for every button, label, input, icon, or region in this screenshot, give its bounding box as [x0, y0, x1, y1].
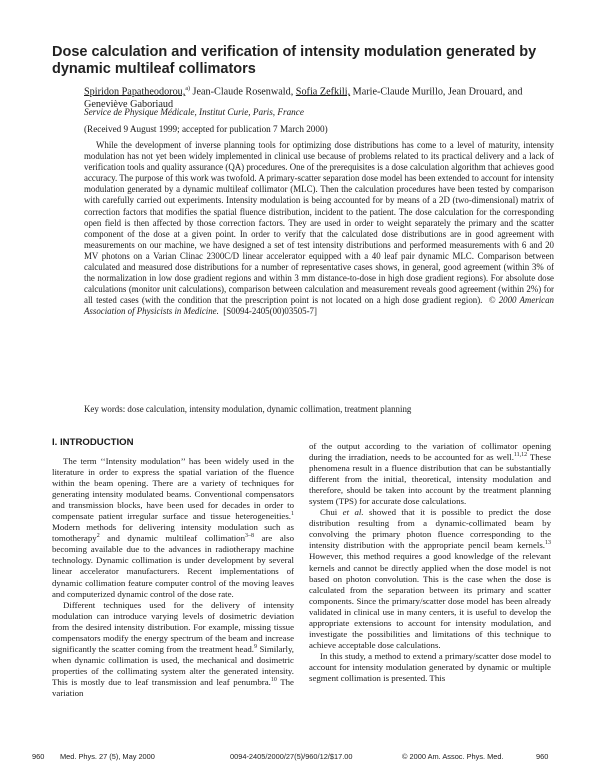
text-run: Different techniques used for the delivery of intensity modulation can introduce varying levels of dosimetric deviation from the desired intensity distribution. For example, missing tissue compensators modify the energy spectrum of the beam and increase significantly the scatter coming from the treatment head. — [52, 599, 294, 654]
citation-ref: 10 — [270, 677, 277, 683]
author-4: Marie-Claude Murillo, — [352, 86, 446, 98]
author-1[interactable]: Spiridon Papatheodorou, — [84, 86, 186, 98]
abstract-code: [S0094-2405(00)03505-7] — [223, 306, 317, 317]
section-heading: I. INTRODUCTION — [52, 437, 134, 448]
citation-ref: 2 — [96, 533, 100, 540]
text-run: are also becoming available due to the advances in radiotherapy machine technology. Dynamic collimation is under development by several linear accelerator manufacturers. Recent implementations of dynamic collimation feature computer control of the moving leaves and computerized dynamic control of the dose rate. — [52, 533, 294, 599]
text-run: showed that it is possible to predict the dose distribution resulting from a dynamic-collimated beam by convolving the primary photon fluence corresponding to the intensity distribution with the appropriate pencil beam kernels. — [309, 507, 551, 551]
footer-issn: 0094-2405/2000/27(5)/960/12/$17.00 — [230, 752, 353, 761]
author-3[interactable]: Sofia Zefkili, — [295, 86, 351, 98]
text-run: of the output according to the variation of collimator opening during the irradiation, needs to be accounted for as well. — [309, 441, 551, 463]
citation-ref: 3–8 — [245, 533, 255, 540]
author-1-footnote: a) — [185, 86, 190, 92]
right-column — [309, 441, 551, 684]
text-run: et al. — [342, 507, 364, 518]
intro-paragraph-3 — [309, 441, 551, 507]
text-run: Similarly, when dynamic collimation is used, the mechanical and dosimetric properties of the collimating system alter the generated intensity. This is mostly due to leaf transmission and leaf penumbra. — [52, 643, 295, 687]
abstract — [84, 140, 554, 318]
text-run: The variation — [52, 676, 294, 698]
paper-title: Dose calculation and verification of intensity modulation generated by dynamic multileaf collimators — [52, 44, 537, 77]
text-run: These phenomena result in a fluence distribution that can be substantially different from the initial, theoretical, intensity modulation and therefore, should be taken into account by the treatment planning system (TPS) for accurate dose calculations. — [309, 452, 551, 507]
abstract-copyright: © 2000 American Association of Physicists in Medicine. — [84, 295, 554, 317]
abstract-text: While the development of inverse planning tools for optimizing dose distributions has come to a level of maturity, intensity modulation has not yet been widely implemented in clinical use because of problems related to its practical delivery and a lack of verification tools and quality assurance (QA) procedures. One of the prerequisites is a dose calculation algorithm that achieves good accuracy. The purpose of this work was twofold. A primary-scatter separation dose model has been extended to account for intensity modulation generated by a dynamic multileaf collimator (MLC). Then the calculation procedures have been tested by comparison with carefully carried out experiments. Intensity modulation is being accounted for by means of a 2D (two-dimensional) matrix of correction factors that modifies the spatial fluence distribution, incident to the patient. The dose calculation for the corresponding open field is then affected by those correction factors. They are used in order to weight separately the primary and the scatter component of the dose at a given point. In order to verify that the calculated dose distributions are in good agreement with measurements on our machine, we have designed a set of test intensity distributions and performed measurements with 6 and 20 MV photons on a Varian Clinac 2300C/D linear accelerator equipped with a 40 leaf pair dynamic MLC. Comparison between calculated and measured dose distributions for a number of representative cases shows, in general, good agreement (within 3% of the normalization in low dose gradient regions and within 3 mm distance-to-dose in high dose gradient regions). For absolute dose calculations (monitor unit calculations), comparison between calculation and measurement reveals good agreement (within 2%) for all tested cases (with the condition that the prescription point is not located on a high dose gradient region). — [84, 140, 554, 306]
affiliation: Service de Physique Médicale, Institut Curie, Paris, France — [84, 107, 304, 117]
text-run: Modern methods for delivering intensity modulation such as tomotherapy — [52, 522, 294, 544]
received-dates: (Received 9 August 1999; accepted for publication 7 March 2000) — [84, 124, 328, 134]
intro-paragraph-4 — [309, 507, 551, 651]
text-run: Chui — [320, 507, 343, 518]
citation-ref: 13 — [545, 540, 551, 547]
text-run: The term ‘‘Intensity modulation’’ has been widely used in the literature in order to express the spatial variation of the fluence within the beam opening. There are a variety of techniques for generating intensity modulated beams. Conventional compensators and transmission blocks, have been used for decades in order to compensate patient irregular surface and tissue heterogeneities. — [52, 456, 294, 522]
footer-page-left: 960 — [32, 752, 45, 761]
author-2: Jean-Claude Rosenwald, — [192, 86, 294, 98]
citation-ref: 9 — [254, 643, 258, 650]
keywords: Key words: dose calculation, intensity modulation, dynamic collimation, treatment planning — [84, 404, 412, 414]
text-run: However, this method requires a good knowledge of the relevant kernels and cannot be directly applied when the dose model is not based on photon convolution. This is the case when the dose is calculated from the separation between its primary and scatter components. Since the primary/scatter dose model has been already validated in clinical use in many centers, it is useful to develop the appropriate extensions to account for intensity modulation, and investigate the possibilities and limitations of this technique to achieve acceptable dose calculations. — [309, 551, 551, 650]
intro-paragraph-2 — [52, 600, 294, 699]
intro-paragraph-5: In this study, a method to extend a primary/scatter dose model to account for intensity modulation generated by dynamic or multiple segment collimation is presented. This — [309, 650, 551, 683]
footer-page-right: 960 — [536, 752, 549, 761]
footer-copyright: © 2000 Am. Assoc. Phys. Med. — [402, 752, 504, 761]
citation-ref: 1 — [291, 511, 294, 518]
left-column — [52, 437, 294, 699]
intro-paragraph-1 — [52, 456, 294, 600]
citation-ref: 11,12 — [513, 452, 528, 459]
author-5: Jean Drouard, and Geneviève Gaboriaud — [84, 86, 523, 110]
text-run: and dynamic multileaf collimation — [99, 533, 246, 544]
footer-journal: Med. Phys. 27 (5), May 2000 — [60, 752, 155, 761]
